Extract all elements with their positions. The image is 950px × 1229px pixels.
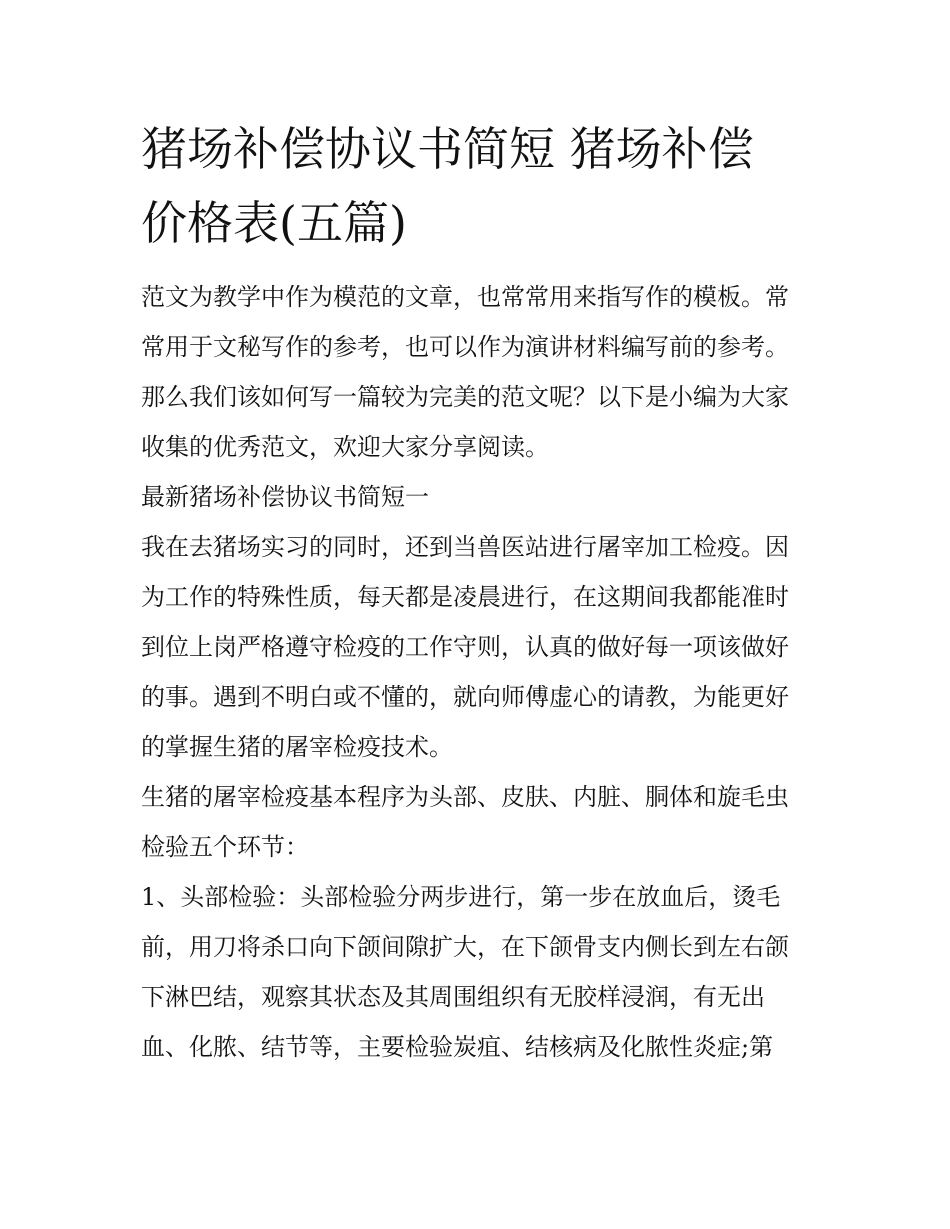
text-line: 我在去猪场实习的同时，还到当兽医站进行屠宰加工检疫。因 (141, 533, 789, 561)
text-line: 下淋巴结，观察其状态及其周围组织有无胶样浸润，有无出 (141, 983, 765, 1011)
text-line: 为工作的特殊性质，每天都是凌晨进行，在这期间我都能准时 (141, 583, 789, 611)
text-line: 生猪的屠宰检疫基本程序为头部、皮肤、内脏、胴体和旋毛虫 (141, 783, 789, 811)
text-line: 那么我们该如何写一篇较为完美的范文呢？以下是小编为大家 (141, 383, 789, 411)
document-body (141, 112, 813, 1072)
text-line: 的掌握生猪的屠宰检疫技术。 (141, 733, 453, 761)
text-line: 1、头部检验：头部检验分两步进行，第一步在放血后，烫毛 (141, 883, 781, 911)
text-line: 血、化脓、结节等，主要检验炭疽、结核病及化脓性炎症;第 (141, 1033, 774, 1061)
text-line: 常用于文秘写作的参考，也可以作为演讲材料编写前的参考。 (141, 333, 789, 361)
text-line: 前，用刀将杀口向下颌间隙扩大，在下颌骨支内侧长到左右颌 (141, 933, 789, 961)
text-line: 的事。遇到不明白或不懂的，就向师傅虚心的请教，为能更好 (141, 683, 789, 711)
text-line: 收集的优秀范文，欢迎大家分享阅读。 (141, 433, 549, 461)
section-heading: 最新猪场补偿协议书简短一 (141, 483, 429, 511)
text-line: 到位上岗严格遵守检疫的工作守则，认真的做好每一项该做好 (141, 633, 789, 661)
title-line: 猪场补偿协议书简短 猪场补偿 (141, 122, 754, 176)
text-line: 范文为教学中作为模范的文章，也常常用来指写作的模板。常 (141, 283, 789, 311)
document-title (141, 112, 813, 260)
text-line: 检验五个环节： (141, 833, 309, 861)
title-line: 价格表(五篇) (141, 196, 407, 250)
